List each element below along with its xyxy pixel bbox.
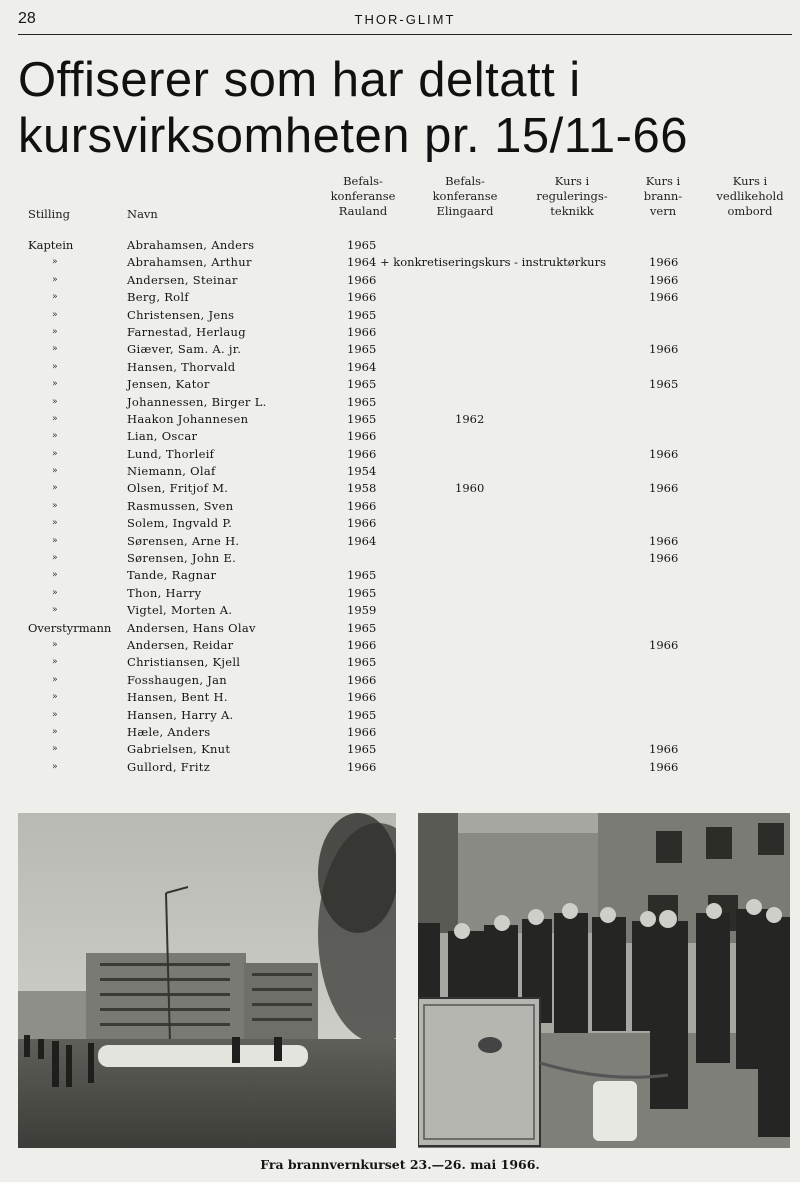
title-line-2: kursvirksomheten pr. 15/11-66 bbox=[18, 109, 688, 163]
col-header-navn: Navn bbox=[127, 207, 158, 221]
rank-ditto: » bbox=[52, 761, 58, 772]
name-cell: Abrahamsen, Arthur bbox=[127, 255, 252, 270]
title-line-1: Offiserer som har deltatt i bbox=[18, 53, 581, 107]
rauland-cell: 1966 bbox=[347, 272, 377, 287]
table-row bbox=[0, 359, 800, 376]
rank-ditto: » bbox=[52, 587, 58, 598]
col-header-regulering: Kurs i regulerings- teknikk bbox=[536, 174, 608, 218]
table-row bbox=[0, 411, 800, 428]
name-cell: Olsen, Fritjof M. bbox=[127, 481, 229, 496]
name-cell: Christiansen, Kjell bbox=[127, 655, 241, 670]
rauland-cell: 1966 bbox=[347, 637, 377, 652]
rank-ditto: » bbox=[52, 744, 58, 755]
brannvern-cell: 1966 bbox=[649, 342, 679, 357]
rank-ditto: » bbox=[52, 605, 58, 616]
table-row bbox=[0, 394, 800, 411]
rank-ditto: » bbox=[52, 257, 58, 268]
name-cell: Andersen, Steinar bbox=[127, 272, 238, 287]
table-row bbox=[0, 637, 800, 654]
rauland-cell: 1965 bbox=[347, 620, 377, 635]
brannvern-cell: 1966 bbox=[649, 533, 679, 548]
table-row bbox=[0, 567, 800, 584]
name-cell: Tande, Ragnar bbox=[127, 568, 217, 583]
rauland-cell: 1966 bbox=[347, 724, 377, 739]
col-header-brannvern: Kurs i brann- vern bbox=[643, 174, 683, 218]
rauland-cell: 1965 bbox=[347, 742, 377, 757]
name-cell: Thon, Harry bbox=[127, 585, 202, 600]
table-row bbox=[0, 654, 800, 671]
name-cell: Rasmussen, Sven bbox=[127, 498, 234, 513]
rauland-cell: 1964 bbox=[347, 359, 377, 374]
table-row bbox=[0, 741, 800, 758]
article-title bbox=[18, 52, 794, 164]
table-row bbox=[0, 759, 800, 776]
rank-ditto: » bbox=[52, 413, 58, 424]
rank-ditto: » bbox=[52, 326, 58, 337]
rauland-cell: 1965 bbox=[347, 307, 377, 322]
officer-table bbox=[0, 237, 800, 776]
photo-course-group bbox=[418, 813, 790, 1148]
rank-cell: Kaptein bbox=[28, 238, 74, 252]
rank-cell: Overstyrmann bbox=[28, 620, 112, 635]
name-cell: Hansen, Bent H. bbox=[127, 690, 228, 705]
name-cell: Hansen, Harry A. bbox=[127, 707, 234, 722]
rauland-cell: 1959 bbox=[347, 603, 377, 618]
table-row bbox=[0, 550, 800, 567]
table-row bbox=[0, 724, 800, 741]
name-cell: Christensen, Jens bbox=[127, 307, 235, 322]
rauland-cell: 1966 bbox=[347, 498, 377, 513]
brannvern-cell: 1966 bbox=[649, 551, 679, 566]
table-row bbox=[0, 707, 800, 724]
rank-ditto: » bbox=[52, 274, 58, 285]
name-cell: Lian, Oscar bbox=[127, 429, 198, 444]
table-row bbox=[0, 533, 800, 550]
brannvern-cell: 1966 bbox=[649, 255, 679, 270]
table-row bbox=[0, 307, 800, 324]
name-cell: Andersen, Hans Olav bbox=[127, 620, 256, 635]
name-cell: Berg, Rolf bbox=[127, 290, 189, 305]
rank-ditto: » bbox=[52, 309, 58, 320]
table-row bbox=[0, 254, 800, 271]
table-row bbox=[0, 237, 800, 254]
rank-ditto: » bbox=[52, 709, 58, 720]
rank-ditto: » bbox=[52, 431, 58, 442]
name-cell: Haakon Johannesen bbox=[127, 411, 249, 426]
rank-ditto: » bbox=[52, 500, 58, 511]
rauland-cell: 1964 bbox=[347, 533, 377, 548]
photo-fire-drill bbox=[18, 813, 396, 1148]
name-cell: Hæle, Anders bbox=[127, 724, 211, 739]
table-row bbox=[0, 672, 800, 689]
brannvern-cell: 1966 bbox=[649, 759, 679, 774]
rank-ditto: » bbox=[52, 570, 58, 581]
brannvern-cell: 1966 bbox=[649, 637, 679, 652]
rauland-cell: 1965 bbox=[347, 655, 377, 670]
rauland-cell: 1966 bbox=[347, 290, 377, 305]
rauland-cell: 1965 bbox=[347, 707, 377, 722]
rauland-cell: 1958 bbox=[347, 481, 377, 496]
brannvern-cell: 1966 bbox=[649, 290, 679, 305]
photo-caption: Fra brannvernkurset 23.—26. mai 1966. bbox=[260, 1157, 540, 1172]
rank-ditto: » bbox=[52, 396, 58, 407]
table-row bbox=[0, 602, 800, 619]
brannvern-cell: 1965 bbox=[649, 377, 679, 392]
name-cell: Abrahamsen, Anders bbox=[127, 238, 255, 252]
page-header bbox=[18, 4, 792, 35]
table-row bbox=[0, 585, 800, 602]
rauland-cell: 1964 bbox=[347, 255, 377, 270]
name-cell: Gullord, Fritz bbox=[127, 759, 211, 774]
col-header-vedlikehold: Kurs i vedlikehold ombord bbox=[716, 174, 784, 218]
rauland-cell: 1966 bbox=[347, 690, 377, 705]
name-cell: Niemann, Olaf bbox=[127, 464, 216, 479]
rank-ditto: » bbox=[52, 657, 58, 668]
name-cell: Johannessen, Birger L. bbox=[127, 394, 267, 409]
rauland-cell: 1965 bbox=[347, 394, 377, 409]
rank-ditto: » bbox=[52, 639, 58, 650]
rank-ditto: » bbox=[52, 292, 58, 303]
table-row bbox=[0, 463, 800, 480]
rauland-cell: 1965 bbox=[347, 585, 377, 600]
rank-ditto: » bbox=[52, 466, 58, 477]
rank-ditto: » bbox=[52, 692, 58, 703]
rauland-cell: 1966 bbox=[347, 759, 377, 774]
table-row bbox=[0, 341, 800, 358]
table-row bbox=[0, 689, 800, 706]
name-cell: Jensen, Kator bbox=[127, 377, 210, 392]
table-row bbox=[0, 289, 800, 306]
name-cell: Solem, Ingvald P. bbox=[127, 516, 233, 531]
page-number: 28 bbox=[18, 10, 36, 27]
rank-ditto: » bbox=[52, 726, 58, 737]
table-row bbox=[0, 324, 800, 341]
brannvern-cell: 1966 bbox=[649, 481, 679, 496]
rank-ditto: » bbox=[52, 553, 58, 564]
col-header-rauland: Befals- konferanse Rauland bbox=[330, 174, 396, 218]
col-header-elingaard: Befals- konferanse Elingaard bbox=[432, 174, 498, 218]
rank-ditto: » bbox=[52, 535, 58, 546]
name-cell: Lund, Thorleif bbox=[127, 446, 215, 461]
name-cell: Andersen, Reidar bbox=[127, 637, 234, 652]
rank-ditto: » bbox=[52, 674, 58, 685]
brannvern-cell: 1966 bbox=[649, 446, 679, 461]
elingaard-cell: 1960 bbox=[455, 481, 485, 496]
table-row bbox=[0, 515, 800, 532]
name-cell: Sørensen, John E. bbox=[127, 551, 237, 566]
name-cell: Vigtel, Morten A. bbox=[127, 603, 233, 618]
name-cell: Gabrielsen, Knut bbox=[127, 742, 231, 757]
rauland-cell: 1965 bbox=[347, 568, 377, 583]
note-cell: + konkretiseringskurs - instruktørkurs bbox=[380, 255, 606, 270]
name-cell: Giæver, Sam. A. jr. bbox=[127, 342, 242, 357]
rank-ditto: » bbox=[52, 448, 58, 459]
rauland-cell: 1966 bbox=[347, 429, 377, 444]
table-row bbox=[0, 428, 800, 445]
rank-ditto: » bbox=[52, 483, 58, 494]
name-cell: Hansen, Thorvald bbox=[127, 359, 236, 374]
rauland-cell: 1966 bbox=[347, 516, 377, 531]
brannvern-cell: 1966 bbox=[649, 742, 679, 757]
table-row bbox=[0, 480, 800, 497]
name-cell: Sørensen, Arne H. bbox=[127, 533, 240, 548]
brannvern-cell: 1966 bbox=[649, 272, 679, 287]
rank-ditto: » bbox=[52, 361, 58, 372]
rank-ditto: » bbox=[52, 518, 58, 529]
rauland-cell: 1965 bbox=[347, 342, 377, 357]
rauland-cell: 1966 bbox=[347, 672, 377, 687]
table-row bbox=[0, 376, 800, 393]
rauland-cell: 1966 bbox=[347, 446, 377, 461]
table-row bbox=[0, 272, 800, 289]
rauland-cell: 1965 bbox=[347, 238, 377, 252]
rauland-cell: 1954 bbox=[347, 464, 377, 479]
rauland-cell: 1965 bbox=[347, 377, 377, 392]
magazine-name: THOR-GLIMT bbox=[354, 12, 456, 27]
rauland-cell: 1966 bbox=[347, 324, 377, 339]
elingaard-cell: 1962 bbox=[455, 411, 485, 426]
table-row bbox=[0, 446, 800, 463]
table-row bbox=[0, 498, 800, 515]
rauland-cell: 1965 bbox=[347, 411, 377, 426]
table-row bbox=[0, 620, 800, 637]
name-cell: Farnestad, Herlaug bbox=[127, 324, 246, 339]
rank-ditto: » bbox=[52, 344, 58, 355]
rank-ditto: » bbox=[52, 379, 58, 390]
col-header-stilling: Stilling bbox=[28, 207, 70, 221]
name-cell: Fosshaugen, Jan bbox=[127, 672, 228, 687]
